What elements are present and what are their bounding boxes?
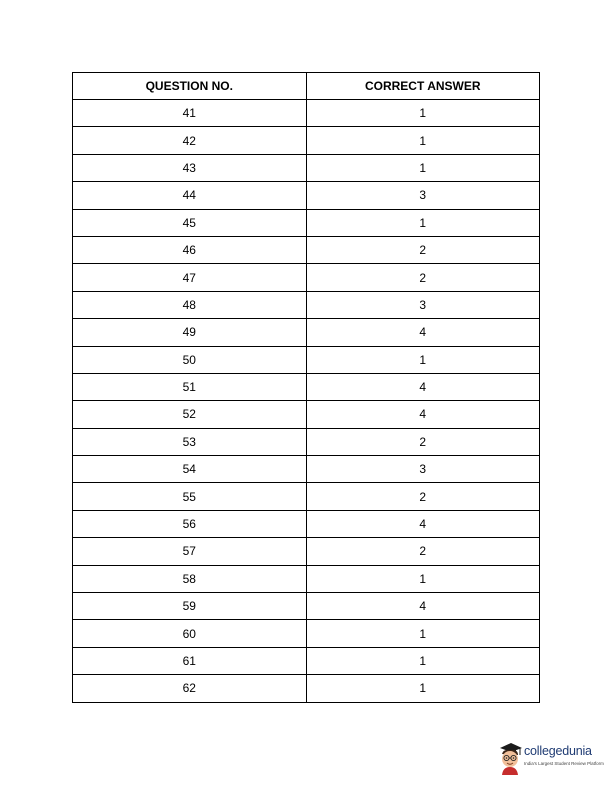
logo-tagline: India's Largest Student Review Platform (524, 761, 604, 766)
correct-answer-cell: 4 (306, 373, 540, 400)
correct-answer-cell: 1 (306, 647, 540, 674)
question-number-cell: 41 (73, 100, 307, 127)
question-number-cell: 62 (73, 675, 307, 702)
question-number-cell: 49 (73, 319, 307, 346)
table-row (73, 620, 540, 647)
question-number-cell: 52 (73, 401, 307, 428)
question-number-cell: 42 (73, 127, 307, 154)
question-number-cell: 58 (73, 565, 307, 592)
correct-answer-cell: 3 (306, 291, 540, 318)
table-row (73, 209, 540, 236)
correct-answer-cell: 4 (306, 319, 540, 346)
table-row (73, 373, 540, 400)
question-number-cell: 57 (73, 538, 307, 565)
table-row (73, 593, 540, 620)
correct-answer-cell: 1 (306, 675, 540, 702)
question-number-cell: 60 (73, 620, 307, 647)
table-row (73, 182, 540, 209)
column-header-question-no: QUESTION NO. (73, 73, 307, 100)
table-row (73, 538, 540, 565)
table-row (73, 483, 540, 510)
question-number-cell: 43 (73, 154, 307, 181)
table-row (73, 264, 540, 291)
table-row (73, 456, 540, 483)
correct-answer-cell: 1 (306, 100, 540, 127)
table-row (73, 428, 540, 455)
table-row (73, 565, 540, 592)
correct-answer-cell: 1 (306, 209, 540, 236)
correct-answer-cell: 4 (306, 593, 540, 620)
table-row (73, 127, 540, 154)
collegedunia-logo (497, 739, 609, 777)
table-row (73, 401, 540, 428)
question-number-cell: 54 (73, 456, 307, 483)
question-number-cell: 59 (73, 593, 307, 620)
correct-answer-cell: 2 (306, 483, 540, 510)
correct-answer-cell: 1 (306, 620, 540, 647)
question-number-cell: 46 (73, 236, 307, 263)
table-row (73, 236, 540, 263)
table-body (73, 100, 540, 703)
question-number-cell: 55 (73, 483, 307, 510)
correct-answer-cell: 3 (306, 456, 540, 483)
column-header-correct-answer: CORRECT ANSWER (306, 73, 540, 100)
question-number-cell: 61 (73, 647, 307, 674)
correct-answer-cell: 3 (306, 182, 540, 209)
correct-answer-cell: 1 (306, 154, 540, 181)
table-row (73, 291, 540, 318)
mascot-icon (497, 739, 523, 775)
correct-answer-cell: 2 (306, 428, 540, 455)
question-number-cell: 48 (73, 291, 307, 318)
table-row (73, 154, 540, 181)
correct-answer-cell: 2 (306, 538, 540, 565)
correct-answer-cell: 4 (306, 510, 540, 537)
correct-answer-cell: 1 (306, 346, 540, 373)
header-row (73, 73, 540, 100)
table-row (73, 675, 540, 702)
correct-answer-cell: 1 (306, 565, 540, 592)
table-row (73, 510, 540, 537)
question-number-cell: 53 (73, 428, 307, 455)
question-number-cell: 56 (73, 510, 307, 537)
table-row (73, 319, 540, 346)
question-number-cell: 47 (73, 264, 307, 291)
question-number-cell: 44 (73, 182, 307, 209)
table-row (73, 100, 540, 127)
logo-wordmark: collegedunia (524, 744, 592, 758)
question-number-cell: 51 (73, 373, 307, 400)
question-number-cell: 45 (73, 209, 307, 236)
table-row (73, 647, 540, 674)
correct-answer-cell: 2 (306, 236, 540, 263)
table-row (73, 346, 540, 373)
correct-answer-cell: 2 (306, 264, 540, 291)
question-number-cell: 50 (73, 346, 307, 373)
correct-answer-cell: 4 (306, 401, 540, 428)
answer-key-table (72, 72, 540, 703)
correct-answer-cell: 1 (306, 127, 540, 154)
